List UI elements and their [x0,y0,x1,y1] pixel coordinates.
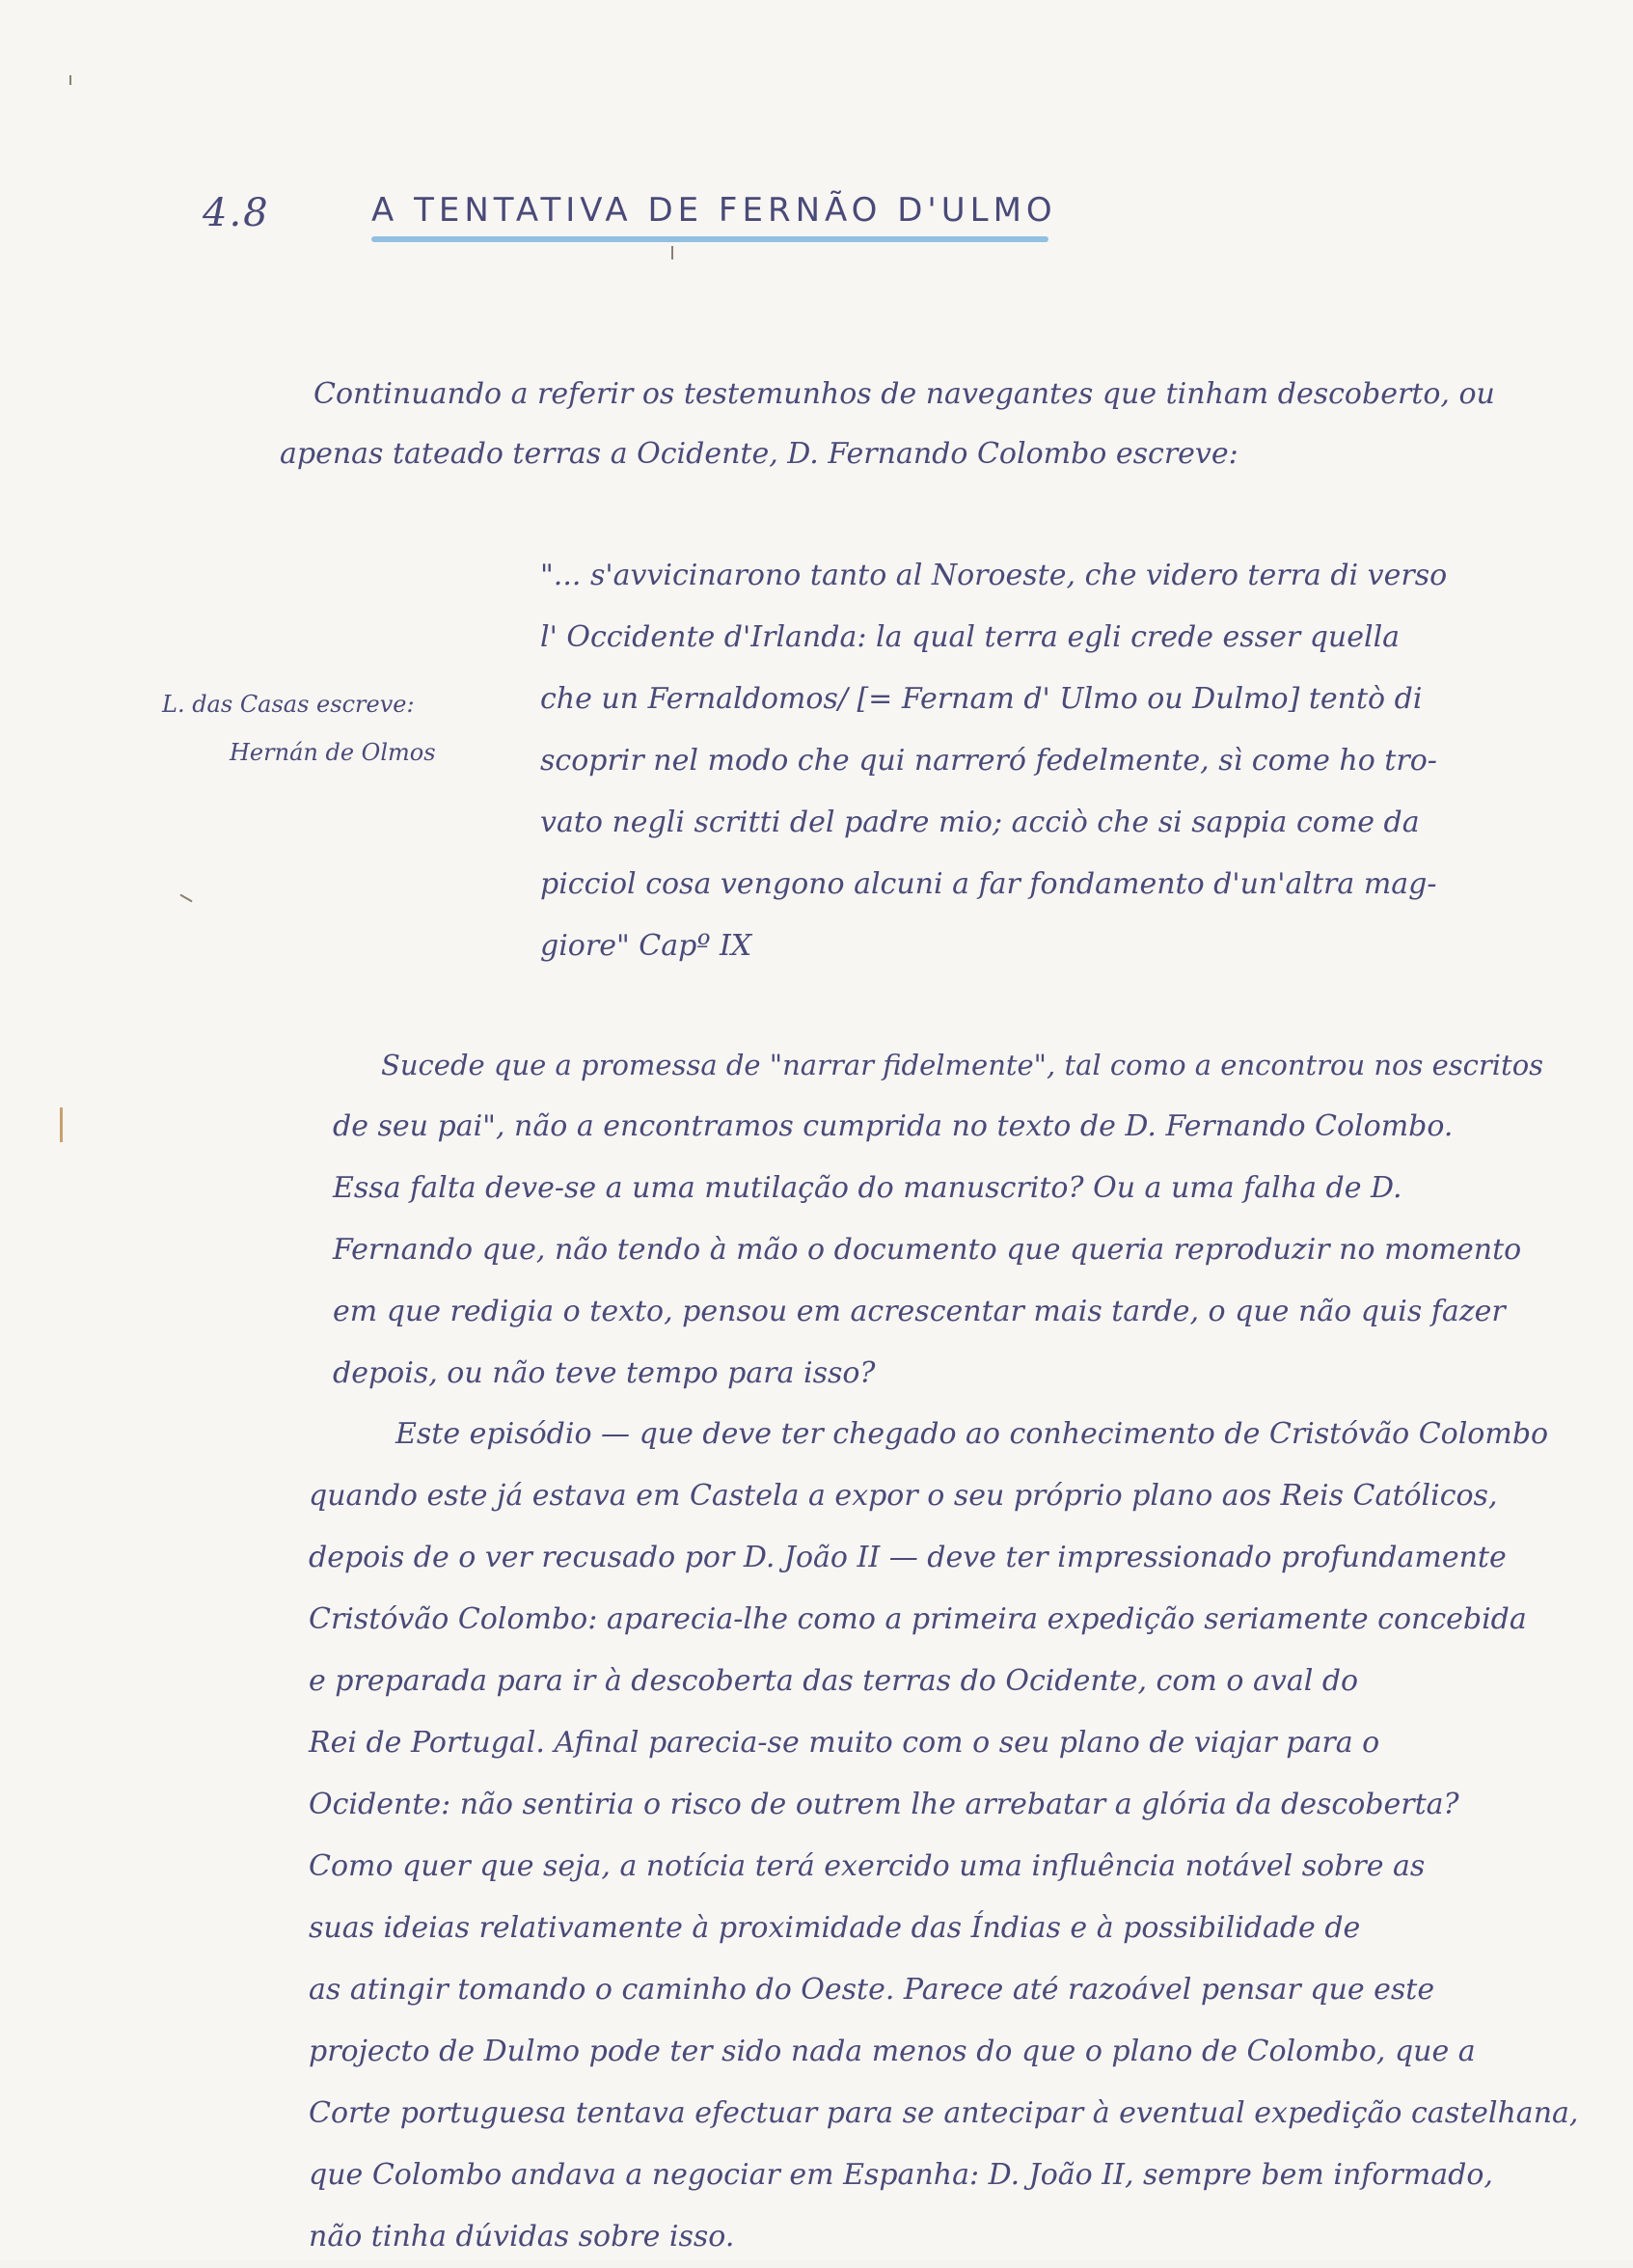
text-line: depois de o ver recusado por D. João II — deve ter impressionado profundamente [309,1541,1507,1574]
text-line: apenas tateado terras a Ocidente, D. Fernando Colombo escreve: [280,437,1238,471]
text-line: Continuando a referir os testemunhos de navegantes que tinham descoberto, ou [313,377,1495,411]
section-heading [203,183,1167,260]
text-line: em que redigia o texto, pensou em acrescentar mais tarde, o que não quis fazer [333,1295,1506,1328]
quote-block [540,545,1447,977]
text-line: Corte portuguesa tentava efectuar para se antecipar à eventual expedição castelhana, [309,2096,1579,2130]
margin-note [162,680,436,777]
text-line: Este episódio — que deve ter chegado ao conhecimento de Cristóvão Colombo [395,1417,1549,1451]
text-line: não tinha dúvidas sobre isso. [309,2220,735,2254]
text-line: Rei de Portugal. Afinal parecia-se muito com o seu plano de viajar para o [309,1726,1380,1760]
text-line: projecto de Dulmo pode ter sido nada menos do que o plano de Colombo, que a [309,2035,1476,2068]
section-number: 4.8 [203,191,270,235]
margin-note-line: L. das Casas escreve: [162,691,415,718]
quote-line: scoprir nel modo che qui narreró fedelmente, sì come ho tro- [540,744,1437,778]
text-line: Fernando que, não tendo à mão o documento que queria reproduzir no momento [333,1233,1522,1267]
quote-line: vato negli scritti del padre mio; acciò che si sappia come da [540,806,1420,839]
text-line: Como quer que seja, a notícia terá exercido uma influência notável sobre as [309,1849,1426,1883]
quote-line: che un Fernaldomos/ [= Fernam d' Ulmo ou Dulmo] tentò di [540,682,1423,716]
section-title: A TENTATIVA DE FERNÃO D'ULMO [371,191,1057,230]
paper-speck [179,894,192,903]
quote-line: "... s'avvicinarono tanto al Noroeste, che videro terra di verso [540,559,1448,592]
text-line: as atingir tomando o caminho do Oeste. Parece até razoável pensar que este [309,1973,1435,2007]
text-line: depois, ou não teve tempo para isso? [333,1356,876,1390]
quote-line: l' Occidente d'Irlanda: la qual terra egli crede esser quella [540,620,1401,654]
text-line: Ocidente: não sentiria o risco de outrem lhe arrebatar a glória da descoberta? [309,1788,1459,1821]
body-paragraph-2 [309,1404,1578,2268]
text-line: Essa falta deve-se a uma mutilação do manuscrito? Ou a uma falha de D. [333,1171,1402,1205]
text-line: de seu pai", não a encontramos cumprida no texto de D. Fernando Colombo. [333,1109,1454,1143]
text-line: e preparada para ir à descoberta das terras do Ocidente, com o aval do [309,1664,1359,1698]
quote-line: giore" Capº IX [540,929,752,963]
text-line: que Colombo andava a negociar em Espanha: D. João II, sempre bem informado, [309,2158,1493,2192]
text-line: suas ideias relativamente à proximidade das Índias e à possibilidade de [309,1911,1361,1945]
text-line: Cristóvão Colombo: aparecia-lhe como a primeira expedição seriamente concebida [309,1602,1527,1636]
body-paragraph-1 [333,1034,1543,1405]
paper-speck [69,75,71,85]
text-line: quando este já estava em Castela a expor o seu próprio plano aos Reis Católicos, [309,1479,1498,1513]
paper-speck [60,1107,63,1142]
margin-note-line: Hernán de Olmos [230,739,436,766]
text-line: Sucede que a promessa de "narrar fidelmente", tal como a encontrou nos escritos [381,1049,1544,1081]
title-underline [371,236,1048,242]
quote-line: picciol cosa vengono alcuni a far fondamento d'un'altra mag- [540,867,1437,901]
intro-paragraph [280,365,1495,484]
